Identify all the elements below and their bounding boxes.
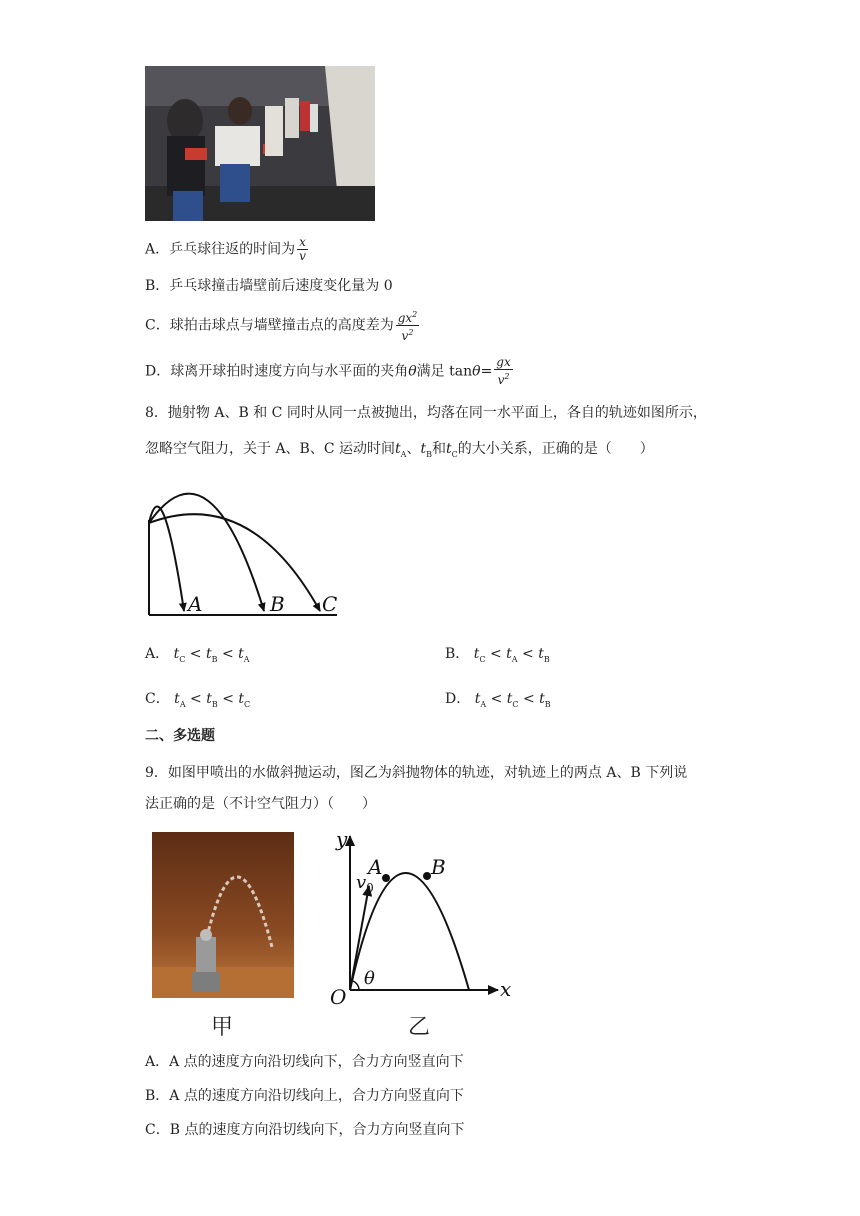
section-title: 二、多选题 [145, 728, 215, 744]
q8-option-a [145, 643, 250, 664]
subscript: A [511, 654, 518, 664]
t-symbol: t [474, 691, 481, 707]
t-symbol: t [238, 646, 244, 662]
q7-option-b [145, 276, 393, 296]
fraction-numerator: x [299, 235, 306, 249]
fraction-denominator: v [299, 249, 306, 263]
option-label: D． [445, 691, 471, 707]
fraction-numerator: $gx^2$ [397, 310, 418, 325]
q9-stem-line1: 9．如图甲喷出的水做斜抛运动，图乙为斜抛物体的轨迹，对轨迹上的两点 A、B 下列说 [145, 765, 688, 781]
q9-option-c: C．B 点的速度方向沿切线向下，合力方向竖直向下 [145, 1122, 465, 1138]
subscript: B [211, 699, 218, 709]
subscript: B [544, 699, 551, 709]
separator: 、 [406, 441, 421, 457]
t-symbol: t [174, 691, 180, 707]
q7-option-c-fraction [396, 308, 420, 343]
q9-oblique-projectile-diagram [326, 826, 516, 1011]
origin-label: O [330, 985, 347, 1009]
q8-option-d [445, 688, 551, 709]
t-symbol: t [473, 646, 480, 662]
q7-option-c [145, 308, 421, 343]
less-than: < [189, 646, 202, 662]
table-tennis-photo [145, 66, 375, 221]
theta-label: θ [364, 968, 375, 989]
option-label: B． [445, 646, 470, 662]
less-than: < [222, 691, 234, 707]
trajectory-c [149, 514, 320, 611]
axis-y-label: y [336, 827, 348, 851]
fraction-denominator: $v^2$ [497, 372, 510, 387]
t-symbol: t [420, 441, 427, 457]
t-symbol: t [445, 441, 452, 457]
label-a: A [188, 592, 203, 616]
option-label: A． [145, 646, 170, 662]
subscript: A [243, 654, 250, 664]
q8-stem-prefix: 忽略空气阻力，关于 A、B、C 运动时间 [145, 441, 396, 457]
less-than: < [490, 691, 503, 707]
theta-symbol: θ [408, 363, 417, 380]
less-than: < [221, 646, 234, 662]
q8-option-b [445, 643, 550, 664]
subscript: C [244, 699, 251, 709]
option-label: C． [145, 691, 170, 707]
t-symbol: t [205, 646, 212, 662]
q7-option-a-fraction [297, 236, 308, 263]
fountain-photo-illustration [152, 832, 294, 998]
q7-option-d-fraction [494, 356, 512, 387]
q8-trajectory-figure [140, 475, 360, 625]
point-b-label: B [431, 855, 446, 879]
less-than: < [522, 646, 534, 662]
subscript: A [480, 699, 487, 709]
q8-stem-suffix: 的大小关系，正确的是（ ） [457, 441, 654, 457]
t-symbol: t [506, 691, 513, 707]
q7-option-a-text: A．乒乓球往返的时间为 [145, 241, 296, 258]
q7-option-d [145, 356, 515, 387]
fraction-numerator: gx [496, 355, 511, 369]
q7-option-a [145, 236, 310, 263]
subscript: B [543, 654, 550, 664]
subscript-b: B [426, 449, 432, 459]
t-symbol: t [206, 691, 212, 707]
point-a [382, 874, 390, 882]
trajectory-b [149, 494, 264, 611]
less-than: < [190, 691, 202, 707]
t-symbol: t [539, 691, 545, 707]
t-symbol: t [538, 646, 544, 662]
subscript: C [179, 654, 186, 664]
fraction-denominator: $v^2$ [401, 328, 414, 343]
point-a-label: A [368, 855, 383, 879]
q8-option-c [145, 688, 250, 709]
less-than: < [522, 691, 535, 707]
label-b: B [270, 592, 285, 616]
t-symbol: t [506, 646, 512, 662]
q7-option-b-text: B．乒乓球撞击墙壁前后速度变化量为 0 [145, 278, 393, 294]
caption-left: 甲 [211, 1015, 234, 1040]
theta-symbol: θ [472, 363, 481, 380]
t-symbol: t [238, 691, 245, 707]
q7-option-d-text: D．球离开球拍时速度方向与水平面的夹角 [145, 363, 409, 380]
subscript-a: A [400, 449, 407, 459]
subscript-c: C [451, 449, 458, 459]
caption-right: 乙 [408, 1015, 431, 1040]
axis-x-label: x [500, 977, 512, 1001]
equals-sign: = [480, 363, 493, 380]
subscript: C [512, 699, 519, 709]
theta-arc [353, 981, 359, 990]
subscript: A [179, 699, 186, 709]
point-b [423, 872, 431, 880]
q9-option-b: B．A 点的速度方向沿切线向上，合力方向竖直向下 [145, 1088, 464, 1104]
q9-option-a: A．A 点的速度方向沿切线向下，合力方向竖直向下 [145, 1054, 464, 1070]
t-symbol: t [173, 646, 180, 662]
table-tennis-photo-illustration [145, 66, 375, 221]
subscript: B [211, 654, 218, 664]
q8-stem-line2 [145, 439, 654, 465]
separator: 和 [431, 441, 446, 457]
v0-label: $v_0$ [356, 872, 374, 895]
less-than: < [489, 646, 502, 662]
subscript: C [479, 654, 486, 664]
t-symbol: t [395, 441, 401, 457]
q7-option-c-text: C．球拍击球点与墙壁撞击点的高度差为 [145, 317, 394, 334]
q9-stem-line2: 法正确的是（不计空气阻力）（ ） [145, 796, 376, 812]
label-c: C [322, 592, 338, 616]
q8-stem-line1: 8．抛射物 A、B 和 C 同时从同一点被抛出，均落在同一水平面上，各自的轨迹如图所示， [145, 405, 707, 421]
q7-option-d-mid: 满足 tan [416, 363, 473, 380]
fountain-photo [152, 832, 294, 998]
